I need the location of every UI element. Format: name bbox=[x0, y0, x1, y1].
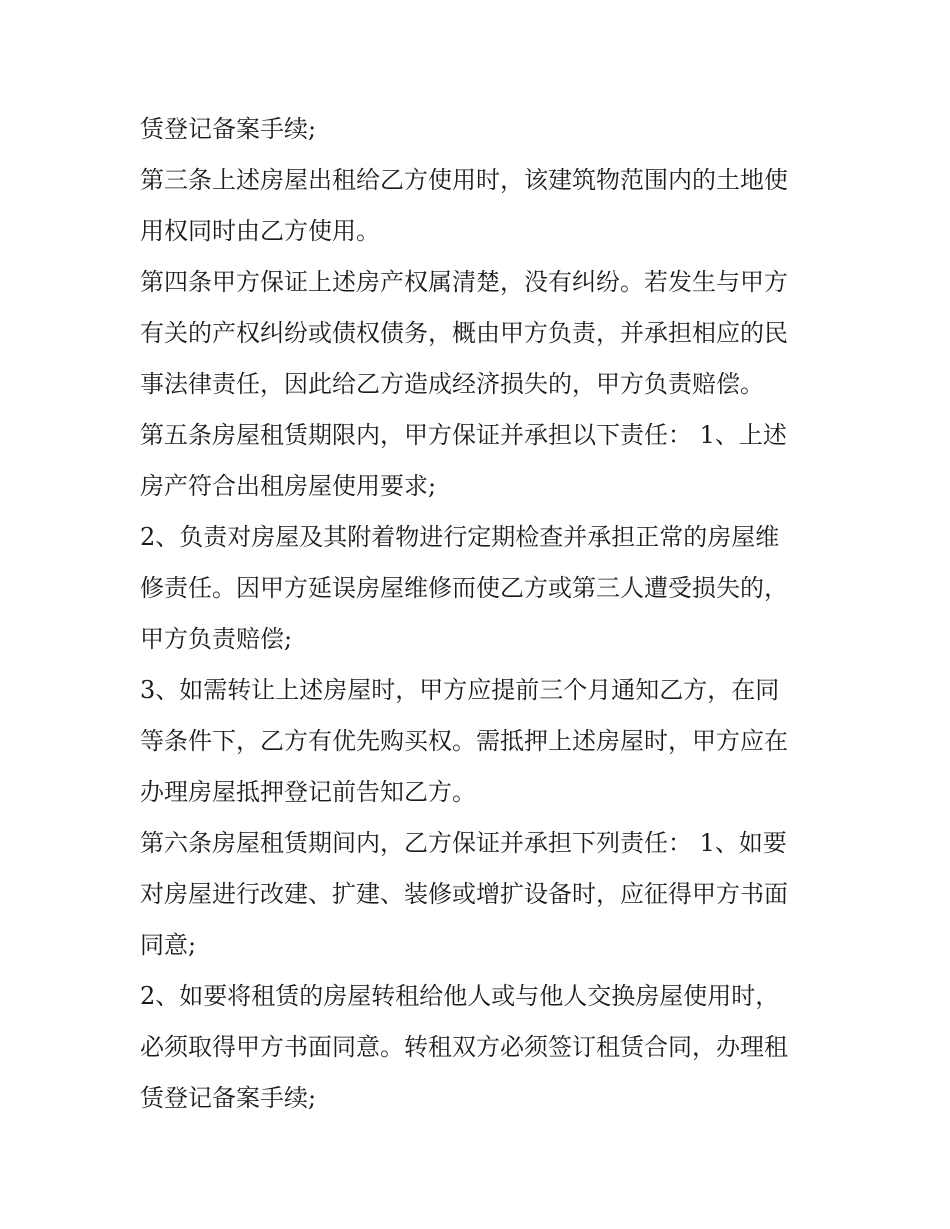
text-line: 2、负责对房屋及其附着物进行定期检查并承担正常的房屋维 bbox=[140, 523, 780, 551]
text-line: 3、如需转让上述房屋时，甲方应提前三个月通知乙方，在同 bbox=[140, 676, 780, 704]
text-line: 甲方负责赔偿; bbox=[140, 625, 293, 653]
text-line: 等条件下，乙方有优先购买权。需抵押上述房屋时，甲方应在 bbox=[140, 727, 788, 755]
text-line: 同意; bbox=[140, 931, 197, 959]
text-line: 对房屋进行改建、扩建、装修或增扩设备时，应征得甲方书面 bbox=[140, 880, 788, 908]
text-line: 有关的产权纠纷或债权债务，概由甲方负责，并承担相应的民 bbox=[140, 319, 788, 347]
text-line: 赁登记备案手续; bbox=[140, 1084, 317, 1112]
text-line: 办理房屋抵押登记前告知乙方。 bbox=[140, 778, 476, 806]
text-line: 2、如要将租赁的房屋转租给他人或与他人交换房屋使用时， bbox=[140, 982, 780, 1010]
text-line: 房产符合出租房屋使用要求; bbox=[140, 472, 437, 500]
text-line: 修责任。因甲方延误房屋维修而使乙方或第三人遭受损失的， bbox=[140, 574, 788, 602]
text-line: 第三条上述房屋出租给乙方使用时，该建筑物范围内的土地使 bbox=[140, 166, 788, 194]
text-line: 第六条房屋租赁期间内，乙方保证并承担下列责任： 1、如要 bbox=[140, 829, 787, 857]
text-line: 第四条甲方保证上述房产权属清楚，没有纠纷。若发生与甲方 bbox=[140, 268, 788, 296]
text-line: 第五条房屋租赁期限内，甲方保证并承担以下责任： 1、上述 bbox=[140, 421, 787, 449]
text-line: 赁登记备案手续; bbox=[140, 115, 317, 143]
text-line: 必须取得甲方书面同意。转租双方必须签订租赁合同，办理租 bbox=[140, 1033, 788, 1061]
text-line: 事法律责任，因此给乙方造成经济损失的，甲方负责赔偿。 bbox=[140, 370, 764, 398]
document-body bbox=[140, 104, 820, 1124]
text-line: 用权同时由乙方使用。 bbox=[140, 217, 380, 245]
